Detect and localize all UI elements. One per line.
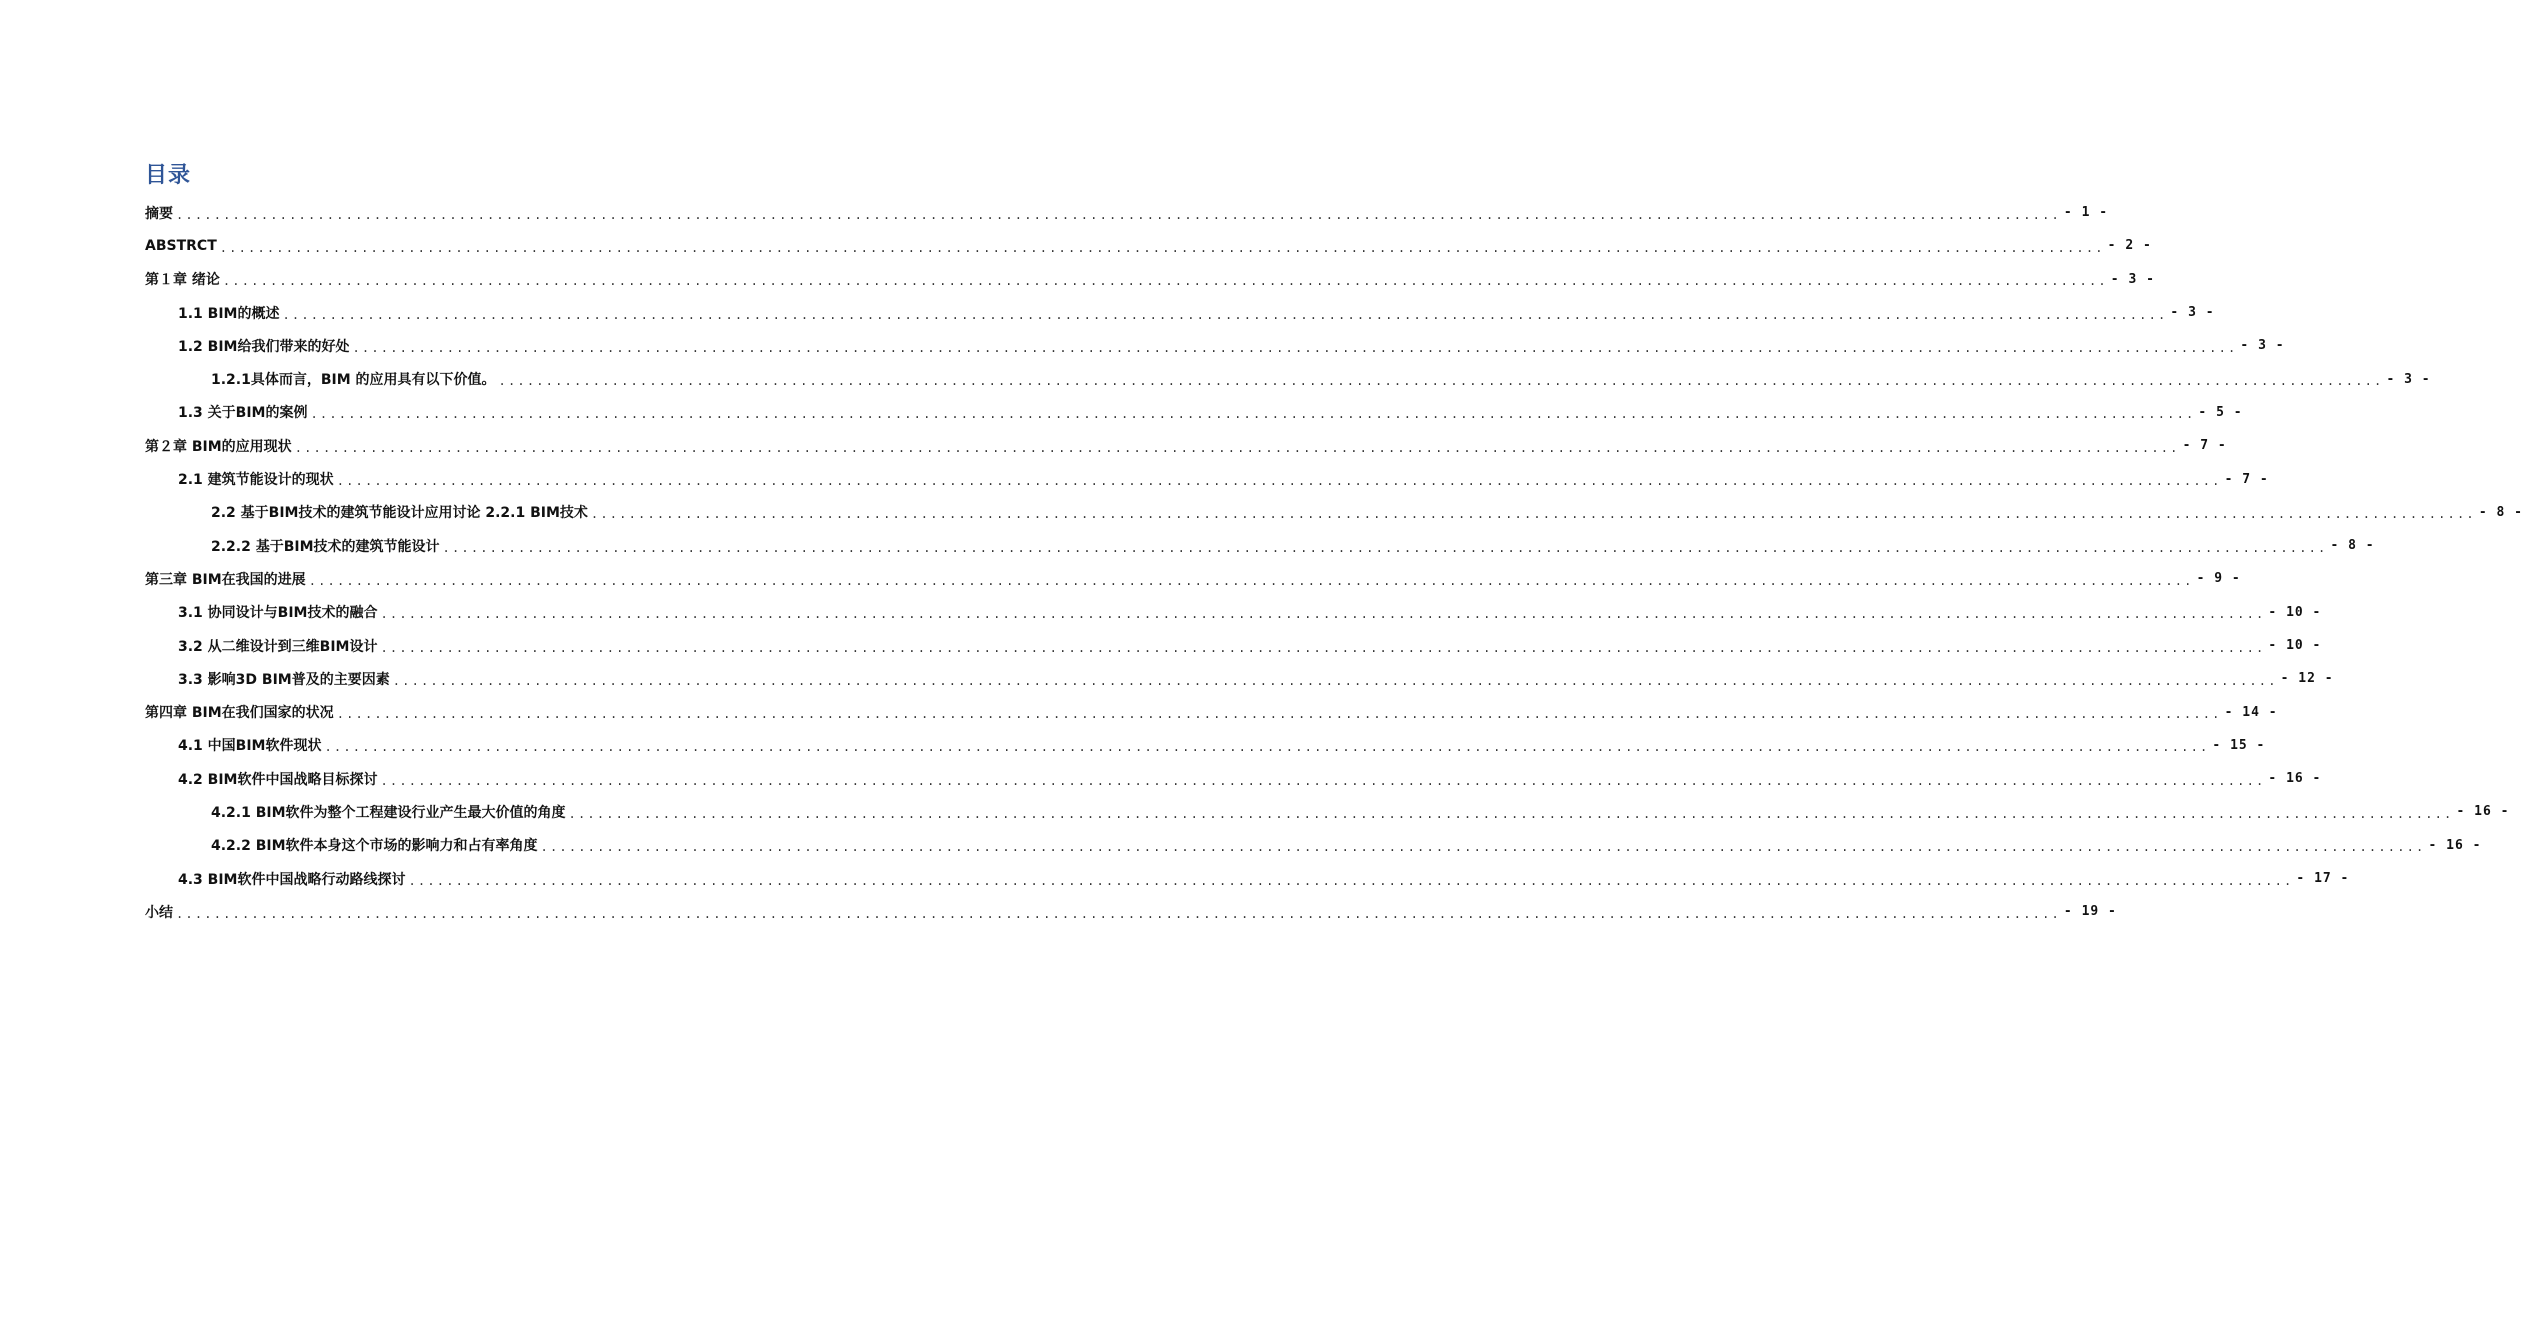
toc-entry-text: 小结 (145, 904, 173, 921)
toc-dot-leader: ........................................................................................................................................................................................................ (336, 474, 2222, 489)
table-of-contents (145, 196, 2523, 929)
toc-entry[interactable] (145, 762, 2322, 795)
toc-dot-leader: ........................................................................................................................................................................................................ (540, 840, 2426, 855)
toc-entry-text: 4.2.2 BIM软件本身这个市场的影响力和占有率角度 (211, 838, 538, 855)
toc-entry-text: 第１章 绪论 (145, 272, 220, 289)
toc-entry[interactable] (145, 562, 2241, 595)
toc-entry-text: 3.2 从二维设计到三维BIM设计 (178, 638, 378, 655)
toc-entry[interactable] (145, 263, 2155, 296)
toc-entry[interactable] (145, 829, 2482, 862)
toc-dot-leader: ........................................................................................................................................................................................................ (294, 440, 2180, 455)
toc-entry[interactable] (145, 496, 2523, 529)
toc-entry-page: - 2 - (2107, 238, 2152, 254)
toc-entry-page: - 8 - (2478, 504, 2523, 520)
toc-entry-text: 1.1 BIM的概述 (178, 305, 280, 322)
toc-entry-page: - 19 - (2063, 904, 2117, 920)
toc-entry-text: 4.2.1 BIM软件为整个工程建设行业产生最大价值的角度 (211, 804, 566, 821)
toc-entry[interactable] (145, 296, 2215, 329)
toc-entry-page: - 3 - (2170, 305, 2215, 321)
toc-entry-text: 4.2 BIM软件中国战略目标探讨 (178, 771, 378, 788)
toc-entry-page: - 1 - (2063, 205, 2109, 221)
toc-entry[interactable] (145, 795, 2510, 828)
toc-dot-leader: ........................................................................................................................................................................................................ (380, 773, 2266, 788)
toc-entry[interactable] (145, 862, 2350, 895)
toc-dot-leader: ........................................................................................................................................................................................................ (352, 340, 2238, 355)
toc-entry-page: - 9 - (2196, 571, 2241, 587)
toc-entry-text: 1.2 BIM给我们带来的好处 (178, 338, 350, 355)
toc-dot-leader: ........................................................................................................................................................................................................ (408, 873, 2294, 888)
toc-entry-page: - 7 - (2224, 471, 2269, 487)
toc-dot-leader: ........................................................................................................................................................................................................ (498, 374, 2384, 389)
toc-dot-leader: ........................................................................................................................................................................................................ (282, 307, 2168, 322)
toc-dot-leader: ........................................................................................................................................................................................................ (380, 640, 2266, 655)
toc-dot-leader: ........................................................................................................................................................................................................ (324, 740, 2210, 755)
toc-dot-leader: ........................................................................................................................................................................................................ (590, 507, 2476, 522)
toc-entry-text: 2.2.2 基于BIM技术的建筑节能设计 (211, 538, 440, 555)
toc-dot-leader: ........................................................................................................................................................................................................ (336, 707, 2222, 722)
toc-entry-text: 2.2 基于BIM技术的建筑节能设计应用讨论 2.2.1 BIM技术 (211, 505, 588, 522)
toc-entry-page: - 3 - (2386, 371, 2431, 387)
toc-entry-text: 摘要 (145, 205, 173, 222)
toc-entry-page: - 15 - (2212, 737, 2266, 753)
toc-entry[interactable] (145, 462, 2269, 495)
toc-dot-leader: ........................................................................................................................................................................................................ (392, 673, 2278, 688)
toc-entry-page: - 5 - (2198, 404, 2243, 420)
toc-entry-text: 3.1 协同设计与BIM技术的融合 (178, 605, 378, 622)
toc-entry[interactable] (145, 429, 2227, 462)
toc-entry[interactable] (145, 596, 2322, 629)
toc-dot-leader: ........................................................................................................................................................................................................ (310, 407, 2196, 422)
toc-entry-page: - 10 - (2268, 604, 2322, 620)
toc-entry-page: - 16 - (2428, 837, 2482, 853)
toc-dot-leader: ........................................................................................................................................................................................................ (222, 274, 2108, 289)
toc-entry-page: - 14 - (2224, 704, 2278, 720)
toc-entry[interactable] (145, 695, 2278, 728)
toc-entry-page: - 7 - (2182, 438, 2227, 454)
toc-entry-text: 4.1 中国BIM软件现状 (178, 738, 322, 755)
toc-entry-page: - 17 - (2296, 871, 2350, 887)
toc-entry-text: 1.2.1具体而言，BIM 的应用具有以下价值。 (211, 372, 496, 389)
toc-entry[interactable] (145, 629, 2322, 662)
toc-entry-page: - 8 - (2330, 538, 2375, 554)
toc-entry-text: ABSTRCT (145, 237, 217, 254)
toc-dot-leader: ........................................................................................................................................................................................................ (308, 573, 2194, 588)
toc-dot-leader: ........................................................................................................................................................................................................ (442, 540, 2328, 555)
toc-entry-text: 第四章 BIM在我们国家的状况 (145, 705, 334, 722)
toc-dot-leader: ........................................................................................................................................................................................................ (176, 207, 2061, 222)
toc-entry[interactable] (145, 529, 2375, 562)
toc-entry[interactable] (145, 362, 2431, 395)
toc-dot-leader: ........................................................................................................................................................................................................ (380, 607, 2266, 622)
toc-entry[interactable] (145, 329, 2285, 362)
toc-dot-leader: ........................................................................................................................................................................................................ (176, 906, 2061, 921)
toc-title: 目录 (145, 163, 192, 188)
toc-entry-text: 第三章 BIM在我国的进展 (145, 571, 306, 588)
toc-entry-page: - 10 - (2268, 638, 2322, 653)
toc-entry-text: 4.3 BIM软件中国战略行动路线探讨 (178, 871, 406, 888)
toc-entry-text: 第２章 BIM的应用现状 (145, 438, 292, 455)
toc-dot-leader: ........................................................................................................................................................................................................ (568, 806, 2454, 821)
toc-entry[interactable] (145, 662, 2334, 695)
toc-entry-text: 1.3 关于BIM的案例 (178, 405, 308, 422)
toc-dot-leader: ........................................................................................................................................................................................................ (219, 240, 2105, 255)
toc-entry-page: - 16 - (2456, 804, 2510, 820)
toc-entry[interactable] (145, 729, 2266, 762)
toc-entry[interactable] (145, 229, 2152, 262)
toc-entry-page: - 12 - (2280, 671, 2334, 687)
toc-entry[interactable] (145, 196, 2109, 229)
toc-entry-text: 3.3 影响3D BIM普及的主要因素 (178, 671, 390, 688)
toc-entry[interactable] (145, 895, 2117, 928)
toc-entry-page: - 16 - (2268, 771, 2322, 787)
toc-entry-text: 2.1 建筑节能设计的现状 (178, 472, 334, 489)
toc-entry[interactable] (145, 396, 2243, 429)
toc-entry-page: - 3 - (2110, 271, 2155, 287)
toc-entry-page: - 3 - (2240, 338, 2285, 354)
